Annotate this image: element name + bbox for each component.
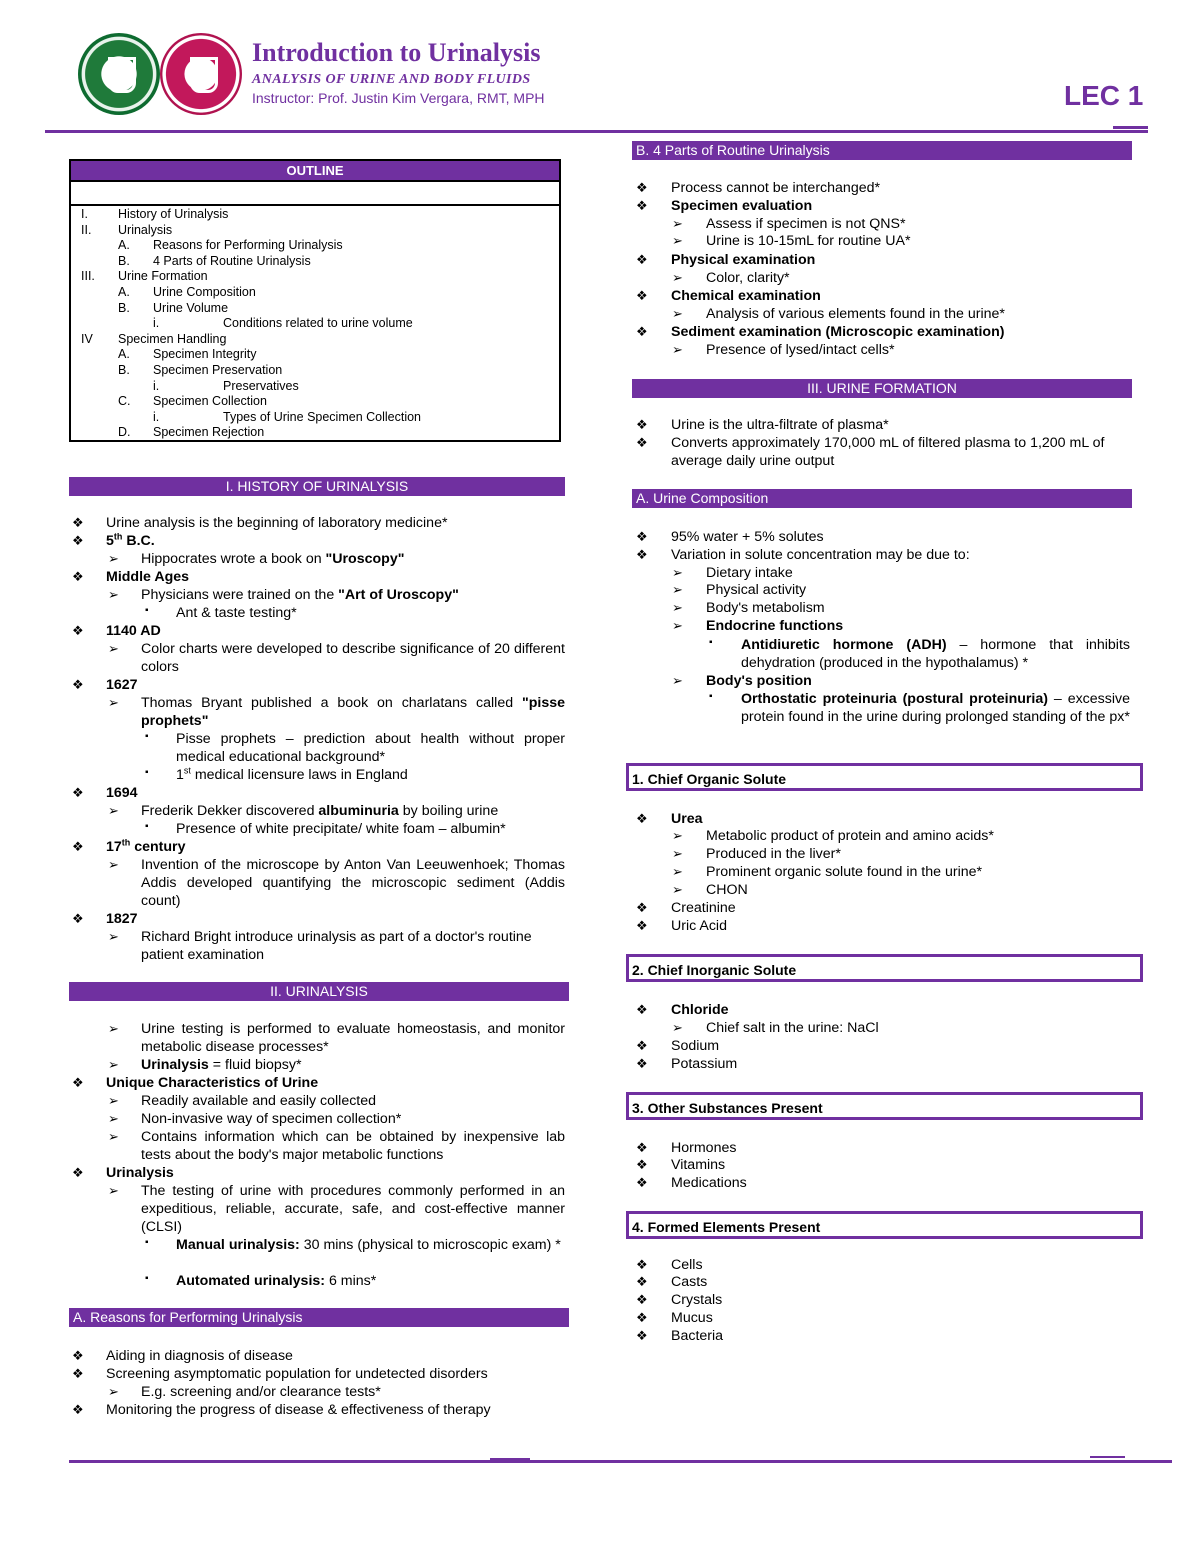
outline-item-number: IV xyxy=(81,331,93,346)
diamond-bullet-icon: ❖ xyxy=(636,417,648,432)
arrow-bullet-icon: ➢ xyxy=(108,695,119,710)
history-year: 1627 xyxy=(106,677,138,693)
diamond-bullet-icon: ❖ xyxy=(636,1140,648,1155)
outline-item-label: Urine Volume xyxy=(153,300,229,315)
section-organic-heading: 1. Chief Organic Solute xyxy=(626,763,1143,791)
arrow-bullet-icon: ➢ xyxy=(672,216,683,231)
outline-item-label: Specimen Rejection xyxy=(153,425,265,440)
lecture-number: LEC 1 xyxy=(1064,80,1144,111)
diamond-bullet-icon: ❖ xyxy=(72,677,84,692)
diamond-bullet-icon: ❖ xyxy=(72,1165,84,1180)
diamond-bullet-icon: ❖ xyxy=(636,1274,648,1289)
parts-line: Chemical examination xyxy=(671,288,821,304)
outline-item-number: III. xyxy=(81,269,95,284)
arrow-bullet-icon: ➢ xyxy=(672,582,683,597)
arrow-bullet-icon: ➢ xyxy=(108,857,119,872)
outline-item-number: II. xyxy=(81,222,92,237)
section-reasons-heading: A. Reasons for Performing Urinalysis xyxy=(69,1308,569,1327)
diamond-bullet-icon: ❖ xyxy=(636,1310,648,1325)
arrow-bullet-icon: ➢ xyxy=(672,565,683,580)
urinalysis-line: Manual urinalysis: 30 mins (physical to microscopic exam) * xyxy=(176,1237,561,1253)
other-line: Medications xyxy=(671,1175,747,1191)
diamond-bullet-icon: ❖ xyxy=(636,1175,648,1190)
section-history-heading: I. HISTORY OF URINALYSIS xyxy=(69,477,565,496)
arrow-bullet-icon: ➢ xyxy=(108,1111,119,1126)
outline-item-number: A. xyxy=(118,238,130,253)
course-subtitle: ANALYSIS OF URINE AND BODY FLUIDS xyxy=(252,72,531,87)
diamond-bullet-icon: ❖ xyxy=(636,252,648,267)
history-line: Ant & taste testing* xyxy=(176,605,297,621)
parts-line: Process cannot be interchanged* xyxy=(671,180,881,196)
parts-line: Specimen evaluation xyxy=(671,198,813,214)
section-inorganic-heading: 2. Chief Inorganic Solute xyxy=(626,954,1143,982)
diamond-bullet-icon: ❖ xyxy=(636,1257,648,1272)
reasons-line: Monitoring the progress of disease & effectiveness of therapy xyxy=(106,1402,491,1418)
outline-item-label: Specimen Preservation xyxy=(153,363,283,377)
outline-heading: OUTLINE xyxy=(71,161,559,182)
arrow-bullet-icon: ➢ xyxy=(108,803,119,818)
arrow-bullet-icon: ➢ xyxy=(672,864,683,879)
diamond-bullet-icon: ❖ xyxy=(636,1292,648,1307)
section-formation-heading: III. URINE FORMATION xyxy=(632,379,1132,398)
parts-line: Presence of lysed/intact cells* xyxy=(706,342,895,358)
urinalysis-line: Urinalysis = fluid biopsy* xyxy=(141,1057,302,1073)
history-year: 1694 xyxy=(106,785,138,801)
history-line: Richard Bright introduce urinalysis as part of a doctor's routine patient examination xyxy=(141,929,532,963)
arrow-bullet-icon: ➢ xyxy=(672,600,683,615)
inorganic-line: Potassium xyxy=(671,1056,738,1072)
inorganic-line: Chief salt in the urine: NaCl xyxy=(706,1020,879,1036)
arrow-bullet-icon: ➢ xyxy=(108,1183,119,1198)
organic-line: Produced in the liver* xyxy=(706,846,841,862)
diamond-bullet-icon: ❖ xyxy=(72,839,84,854)
formed-line: Cells xyxy=(671,1257,703,1273)
history-line: Presence of white precipitate/ white foam – albumin* xyxy=(176,821,506,837)
outline-item-number: A. xyxy=(118,285,130,299)
outline-item-label: Specimen Integrity xyxy=(153,347,257,362)
diamond-bullet-icon: ❖ xyxy=(636,435,648,450)
diamond-bullet-icon: ❖ xyxy=(636,1038,648,1053)
arrow-bullet-icon: ➢ xyxy=(108,641,119,656)
diamond-bullet-icon: ❖ xyxy=(636,288,648,303)
diamond-bullet-icon: ❖ xyxy=(72,911,84,926)
outline-item-number: i. xyxy=(153,316,160,331)
urinalysis-line: Unique Characteristics of Urine xyxy=(106,1075,319,1091)
arrow-bullet-icon: ➢ xyxy=(672,270,683,285)
reasons-line: Screening asymptomatic population for undetected disorders xyxy=(106,1366,488,1382)
history-year: 5th B.C. xyxy=(106,531,155,549)
diamond-bullet-icon: ❖ xyxy=(72,1366,84,1381)
inorganic-line: Sodium xyxy=(671,1038,720,1054)
outline-item-number: A. xyxy=(118,347,130,362)
history-year: 1827 xyxy=(106,911,138,927)
square-bullet-icon: ▪ xyxy=(145,821,149,832)
outline-item-label: Reasons for Performing Urinalysis xyxy=(153,238,343,253)
composition-line: Physical activity xyxy=(706,582,807,598)
diamond-bullet-icon: ❖ xyxy=(72,569,84,584)
square-bullet-icon: ▪ xyxy=(145,1237,149,1248)
diamond-bullet-icon: ❖ xyxy=(636,324,648,339)
urinalysis-line: Readily available and easily collected xyxy=(141,1093,377,1109)
organic-line: Prominent organic solute found in the urine* xyxy=(706,864,983,880)
outline-box xyxy=(69,159,561,442)
footer-divider-accent xyxy=(1090,1456,1125,1458)
formed-line: Crystals xyxy=(671,1292,723,1308)
diamond-bullet-icon: ❖ xyxy=(72,1348,84,1363)
section-composition-heading: A. Urine Composition xyxy=(632,489,1132,508)
organic-line: CHON xyxy=(706,882,748,898)
arrow-bullet-icon: ➢ xyxy=(672,306,683,321)
reasons-line: E.g. screening and/or clearance tests* xyxy=(141,1384,381,1400)
history-line: Physicians were trained on the "Art of Uroscopy" xyxy=(141,587,459,603)
outline-item-label: Urine Composition xyxy=(153,285,256,299)
composition-line: Endocrine functions xyxy=(706,618,844,634)
diamond-bullet-icon: ❖ xyxy=(636,529,648,544)
parts-line: Sediment examination (Microscopic examination) xyxy=(671,324,1005,340)
header-divider xyxy=(45,130,1148,133)
diamond-bullet-icon: ❖ xyxy=(636,900,648,915)
arrow-bullet-icon: ➢ xyxy=(672,828,683,843)
arrow-bullet-icon: ➢ xyxy=(672,882,683,897)
diamond-bullet-icon: ❖ xyxy=(72,533,84,548)
history-year: Middle Ages xyxy=(106,569,190,585)
diamond-bullet-icon: ❖ xyxy=(72,515,84,530)
urinalysis-line: Contains information which can be obtained by inexpensive lab tests about the body's major metabolic functions xyxy=(141,1129,565,1163)
formation-line: Converts approximately 170,000 mL of filtered plasma to 1,200 mL of average daily urine output xyxy=(671,435,1105,469)
other-line: Hormones xyxy=(671,1140,737,1156)
arrow-bullet-icon: ➢ xyxy=(672,1020,683,1035)
composition-line: Body's position xyxy=(706,673,812,689)
diamond-bullet-icon: ❖ xyxy=(636,1056,648,1071)
history-year: 1140 AD xyxy=(106,623,161,639)
square-bullet-icon: ▪ xyxy=(145,1273,149,1284)
footer-divider-accent xyxy=(490,1458,530,1460)
outline-item-label: Specimen Collection xyxy=(153,394,267,409)
diamond-bullet-icon: ❖ xyxy=(72,1075,84,1090)
formed-line: Bacteria xyxy=(671,1328,724,1344)
formation-line: Urine is the ultra-filtrate of plasma* xyxy=(671,417,889,433)
urinalysis-line: Non-invasive way of specimen collection* xyxy=(141,1111,402,1127)
reasons-line: Aiding in diagnosis of disease xyxy=(106,1348,293,1364)
history-line: Color charts were developed to describe significance of 20 different colors xyxy=(141,641,565,675)
parts-line: Physical examination xyxy=(671,252,816,268)
history-line: Hippocrates wrote a book on "Uroscopy" xyxy=(141,551,405,567)
arrow-bullet-icon: ➢ xyxy=(108,551,119,566)
organic-line: Uric Acid xyxy=(671,918,727,934)
outline-item-number: B. xyxy=(118,253,130,268)
outline-item-label: Conditions related to urine volume xyxy=(223,316,413,331)
document-title: Introduction to Urinalysis xyxy=(252,38,541,67)
outline-item-number: I. xyxy=(81,207,88,221)
outline-item-label: Preservatives xyxy=(223,378,299,393)
urinalysis-line: Automated urinalysis: 6 mins* xyxy=(176,1273,377,1289)
composition-line: Dietary intake xyxy=(706,565,793,581)
section-formed-heading: 4. Formed Elements Present xyxy=(626,1211,1143,1239)
arrow-bullet-icon: ➢ xyxy=(672,673,683,688)
composition-line: Variation in solute concentration may be due to: xyxy=(671,547,970,563)
history-line: Frederik Dekker discovered albuminuria by boiling urine xyxy=(141,803,499,819)
parts-line: Urine is 10-15mL for routine UA* xyxy=(706,233,911,249)
inorganic-line: Chloride xyxy=(671,1002,729,1018)
arrow-bullet-icon: ➢ xyxy=(108,1129,119,1144)
section-urinalysis-heading: II. URINALYSIS xyxy=(69,982,569,1001)
history-line: Invention of the microscope by Anton Van Leeuwenhoek; Thomas Addis developed quantifying the microscopic sediment (Addis count) xyxy=(141,857,565,909)
arrow-bullet-icon: ➢ xyxy=(672,233,683,248)
arrow-bullet-icon: ➢ xyxy=(108,587,119,602)
instructor-line: Instructor: Prof. Justin Kim Vergara, RMT, MPH xyxy=(252,90,545,106)
outline-item-label: Types of Urine Specimen Collection xyxy=(223,409,422,424)
college-seal-logo xyxy=(160,33,242,115)
arrow-bullet-icon: ➢ xyxy=(672,618,683,633)
arrow-bullet-icon: ➢ xyxy=(108,1057,119,1072)
square-bullet-icon: ▪ xyxy=(145,605,149,616)
diamond-bullet-icon: ❖ xyxy=(636,180,648,195)
history-line: Thomas Bryant published a book on charlatans called "pisse prophets" xyxy=(141,695,565,729)
urinalysis-line: The testing of urine with procedures commonly performed in an expeditious, reliable, accurate, safe, and cost-effective manner (CLSI) xyxy=(141,1183,565,1235)
history-year: 17th century xyxy=(106,837,186,855)
square-bullet-icon: ▪ xyxy=(145,731,149,742)
arrow-bullet-icon: ➢ xyxy=(672,846,683,861)
arrow-bullet-icon: ➢ xyxy=(108,1021,119,1036)
diamond-bullet-icon: ❖ xyxy=(636,811,648,826)
square-bullet-icon: ▪ xyxy=(709,637,713,648)
other-line: Vitamins xyxy=(671,1157,726,1173)
outline-item-number: B. xyxy=(118,300,130,315)
diamond-bullet-icon: ❖ xyxy=(636,918,648,933)
diamond-bullet-icon: ❖ xyxy=(636,547,648,562)
composition-line: Orthostatic proteinuria (postural proteinuria) – excessive protein found in the urine during prolonged standing of the px* xyxy=(741,691,1130,725)
urinalysis-line: Urine testing is performed to evaluate homeostasis, and monitor metabolic disease processes* xyxy=(141,1021,565,1055)
parts-line: Analysis of various elements found in the urine* xyxy=(706,306,1005,322)
diamond-bullet-icon: ❖ xyxy=(72,623,84,638)
footer-divider xyxy=(69,1460,1172,1463)
diamond-bullet-icon: ❖ xyxy=(72,785,84,800)
outline-item-label: History of Urinalysis xyxy=(118,207,229,221)
university-seal-logo xyxy=(78,33,160,115)
composition-line: 95% water + 5% solutes xyxy=(671,529,824,545)
diamond-bullet-icon: ❖ xyxy=(636,198,648,213)
arrow-bullet-icon: ➢ xyxy=(108,1384,119,1399)
urinalysis-line: Urinalysis xyxy=(106,1165,174,1181)
parts-line: Color, clarity* xyxy=(706,270,790,286)
composition-line: Body's metabolism xyxy=(706,600,825,616)
composition-line: Antidiuretic hormone (ADH) – hormone that inhibits dehydration (produced in the hypothalamus) * xyxy=(741,637,1130,671)
square-bullet-icon: ▪ xyxy=(145,767,149,778)
outline-item-number: D. xyxy=(118,425,131,440)
arrow-bullet-icon: ➢ xyxy=(108,1093,119,1108)
outline-item-label: Urine Formation xyxy=(118,269,208,284)
outline-item-number: B. xyxy=(118,363,130,377)
diamond-bullet-icon: ❖ xyxy=(636,1157,648,1172)
outline-item-number: i. xyxy=(153,409,160,424)
outline-item-label: Urinalysis xyxy=(118,222,173,237)
outline-item-label: Specimen Handling xyxy=(118,331,227,346)
square-bullet-icon: ▪ xyxy=(709,691,713,702)
diamond-bullet-icon: ❖ xyxy=(72,1402,84,1417)
outline-item-number: C. xyxy=(118,394,131,409)
arrow-bullet-icon: ➢ xyxy=(108,929,119,944)
section-parts-heading: B. 4 Parts of Routine Urinalysis xyxy=(632,141,1132,160)
section-other-heading: 3. Other Substances Present xyxy=(626,1092,1143,1120)
outline-item-label: 4 Parts of Routine Urinalysis xyxy=(153,253,311,268)
formed-line: Casts xyxy=(671,1274,708,1290)
diamond-bullet-icon: ❖ xyxy=(636,1002,648,1017)
history-line: Pisse prophets – prediction about health without proper medical educational background* xyxy=(176,731,565,765)
outline-item-number: i. xyxy=(153,378,160,393)
organic-line: Metabolic product of protein and amino acids* xyxy=(706,828,994,844)
header-divider-accent xyxy=(1113,126,1148,129)
parts-line: Assess if specimen is not QNS* xyxy=(706,216,906,232)
arrow-bullet-icon: ➢ xyxy=(672,342,683,357)
history-line: 1st medical licensure laws in England xyxy=(176,765,408,783)
organic-line: Urea xyxy=(671,811,703,827)
diamond-bullet-icon: ❖ xyxy=(636,1328,648,1343)
formed-line: Mucus xyxy=(671,1310,713,1326)
organic-line: Creatinine xyxy=(671,900,736,916)
history-line: Urine analysis is the beginning of laboratory medicine* xyxy=(106,515,448,531)
